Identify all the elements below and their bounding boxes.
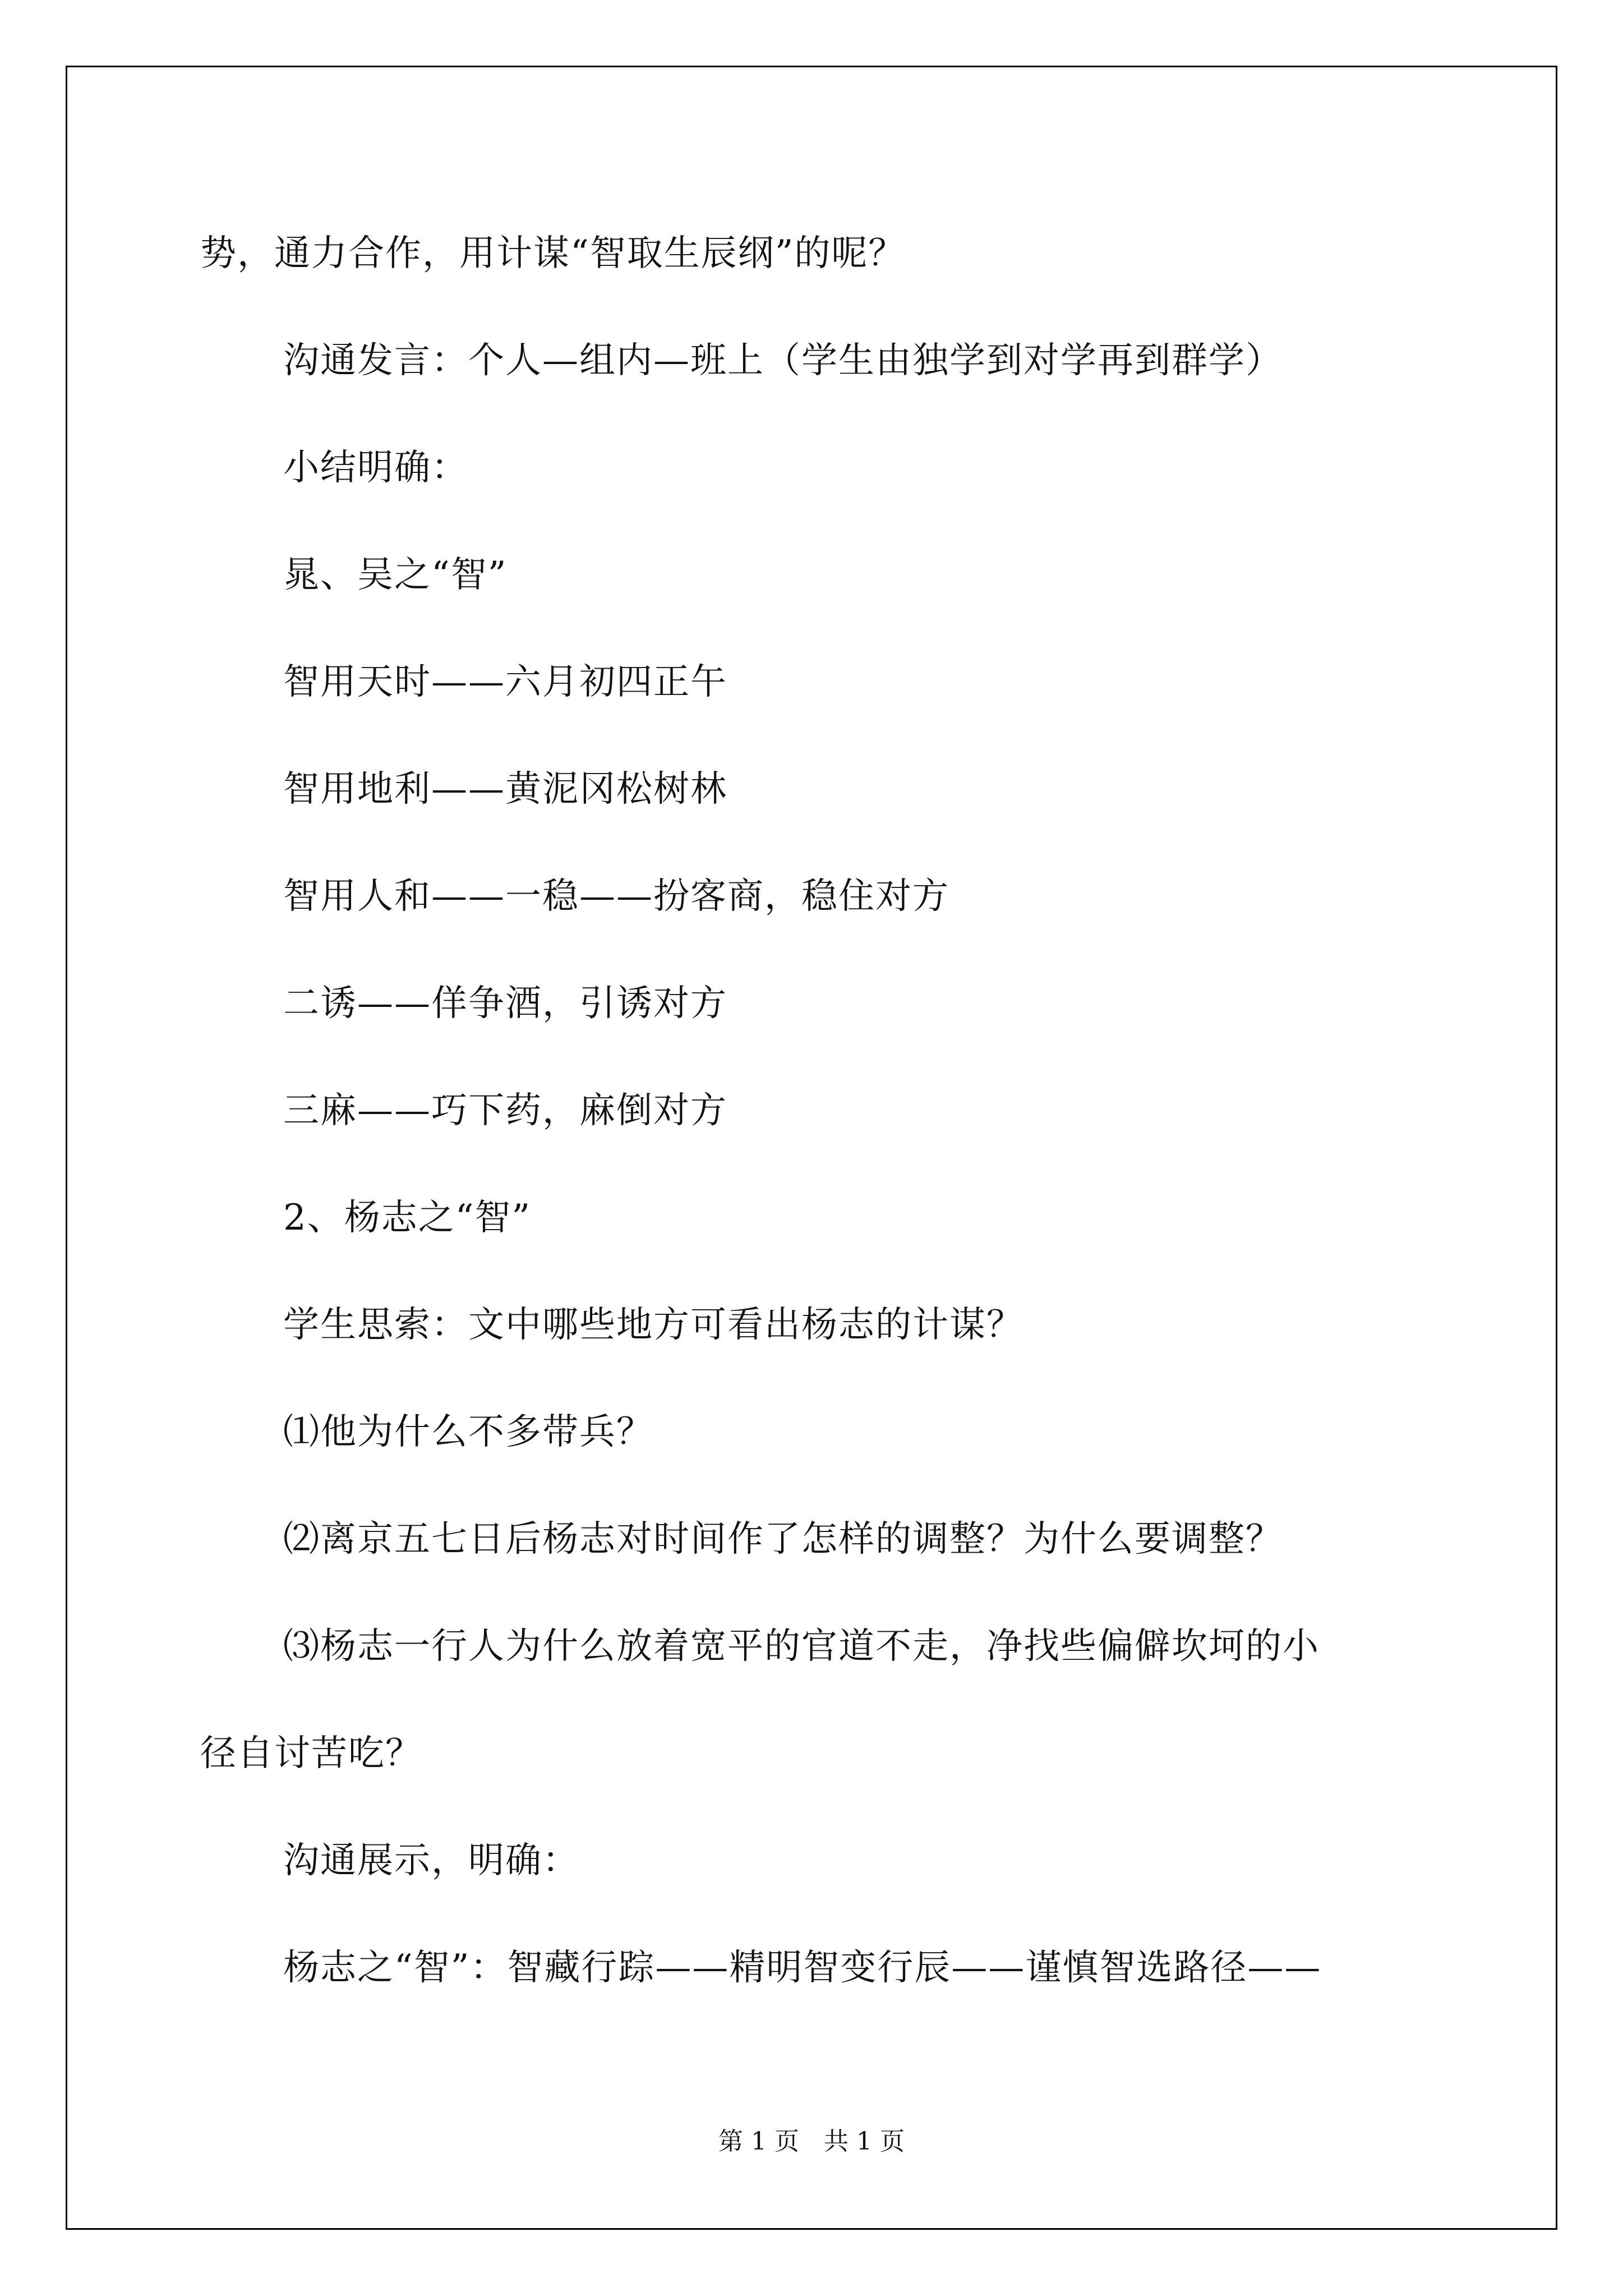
text-line: 三麻——巧下药，麻倒对方 xyxy=(283,1090,727,1131)
text-line: ⑵离京五七日后杨志对时间作了怎样的调整？为什么要调整？ xyxy=(283,1519,1283,1560)
text-line: 学生思索：文中哪些地方可看出杨志的计谋？ xyxy=(283,1304,1023,1346)
text-line: ⑴他为什么不多带兵？ xyxy=(283,1411,653,1453)
text-line: 智用人和——一稳——扮客商，稳住对方 xyxy=(283,876,949,917)
text-line: 沟通发言：个人—组内—班上（学生由独学到对学再到群学） xyxy=(283,340,1283,381)
text-line: ⑶杨志一行人为什么放着宽平的官道不走，净找些偏僻坎坷的小 xyxy=(283,1626,1320,1667)
text-line: 径自讨苦吃？ xyxy=(200,1733,422,1774)
text-line: 二诱——佯争酒，引诱对方 xyxy=(283,983,727,1024)
text-line: 沟通展示，明确： xyxy=(283,1840,579,1881)
page-footer: 第 1 页 共 1 页 xyxy=(718,2127,905,2156)
text-line: 2、杨志之“智” xyxy=(283,1197,532,1239)
text-line: 智用地利——黄泥冈松树林 xyxy=(283,769,727,810)
page-border xyxy=(66,66,1557,2230)
text-line: 杨志之“智”：智藏行踪——精明智变行辰——谨慎智选路径—— xyxy=(283,1947,1322,1989)
text-line: 势，通力合作，用计谋“智取生辰纲”的呢？ xyxy=(200,233,906,274)
text-line: 晁、吴之“智” xyxy=(283,554,508,596)
text-line: 智用天时——六月初四正午 xyxy=(283,661,727,703)
text-line: 小结明确： xyxy=(283,447,468,489)
